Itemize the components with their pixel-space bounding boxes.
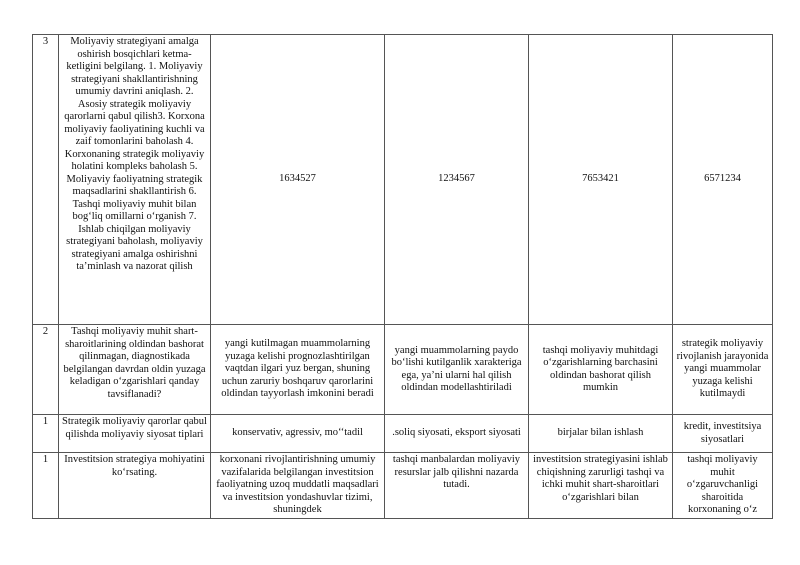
question-table: [32, 34, 773, 519]
question-text: Investitsion strategiya mohiyatini ko‘rsating.: [59, 453, 211, 519]
answer-option: tashqi moliyaviy muhitdagi o‘zgarishlarning barchasini oldindan bashorat qilish mumkin: [529, 325, 673, 415]
answer-option: tashqi manbalardan moliyaviy resurslar jalb qilishni nazarda tutadi.: [385, 453, 529, 519]
question-text: Strategik moliyaviy qarorlar qabul qilishda moliyaviy siyosat tiplari: [59, 415, 211, 453]
table-row: [33, 453, 773, 519]
answer-option: strategik moliyaviy rivojlanish jarayonida yangi muammolar yuzaga kelishi kutilmaydi: [673, 325, 773, 415]
row-number: 2: [33, 325, 59, 415]
question-text: Tashqi moliyaviy muhit shart-sharoitlarining oldindan bashorat qilinmagan, diagnostikada belgilangan davrdan oldin yuzaga keladigan o‘zgarishlari qanday tavsiflanadi?: [59, 325, 211, 415]
answer-option: birjalar bilan ishlash: [529, 415, 673, 453]
row-number: 1: [33, 415, 59, 453]
table-row: [33, 325, 773, 415]
table-row: [33, 35, 773, 325]
answer-option: korxonani rivojlantirishning umumiy vazifalarida belgilangan investitsion faoliyatning uzoq muddatli maqsadlari va investitsion yondashuvlar tizimi, shuningdek: [211, 453, 385, 519]
answer-option: 1234567: [385, 35, 529, 325]
answer-option: tashqi moliyaviy muhit o‘zgaruvchanligi sharoitida korxonaning o‘z: [673, 453, 773, 519]
answer-option: 7653421: [529, 35, 673, 325]
answer-option: yangi kutilmagan muammolarning yuzaga kelishi prognozlashtirilgan vaqtdan ilgari yuz bergan, shuning uchun zaruriy boshqaruv qarorlarini oldindan tayyorlash imkonini beradi: [211, 325, 385, 415]
answer-option: .soliq siyosati, eksport siyosati: [385, 415, 529, 453]
answer-option: investitsion strategiyasini ishlab chiqishning zarurligi tashqi va ichki muhit shart-sharoitlari o‘zgarishlari bilan: [529, 453, 673, 519]
answer-option: konservativ, agressiv, mo‘‘tadil: [211, 415, 385, 453]
answer-option: yangi muammolarning paydo bo‘lishi kutilganlik xarakteriga ega, ya’ni ularni hal qilish oldindan modellashtiriladi: [385, 325, 529, 415]
answer-option: 6571234: [673, 35, 773, 325]
row-number: 3: [33, 35, 59, 325]
row-number: 1: [33, 453, 59, 519]
answer-option: kredit, investitsiya siyosatlari: [673, 415, 773, 453]
table-row: [33, 415, 773, 453]
question-text: Moliyaviy strategiyani amalga oshirish bosqichlari ketma-ketligini belgilang. 1. Moliyaviy strategiyani shakllantirishning umumiy davrini aniqlash. 2. Asosiy strategik moliyaviy qarorlarni qabul qilish3. Korxona moliyaviy faoliyatining kuchli va zaif tomonlarini baholash 4. Korxonaning strategik moliyaviy holatini kompleks baholash 5. Moliyaviy faoliyatning strategik maqsadlarini shakllantirish 6. Tashqi moliyaviy muhit bilan bog‘liq omillarni o‘rganish 7. Ishlab chiqilgan moliyaviy strategiyani baholash, moliyaviy strategiyani amalga oshirishni ta’minlash va nazorat qilish: [59, 35, 211, 325]
answer-option: 1634527: [211, 35, 385, 325]
